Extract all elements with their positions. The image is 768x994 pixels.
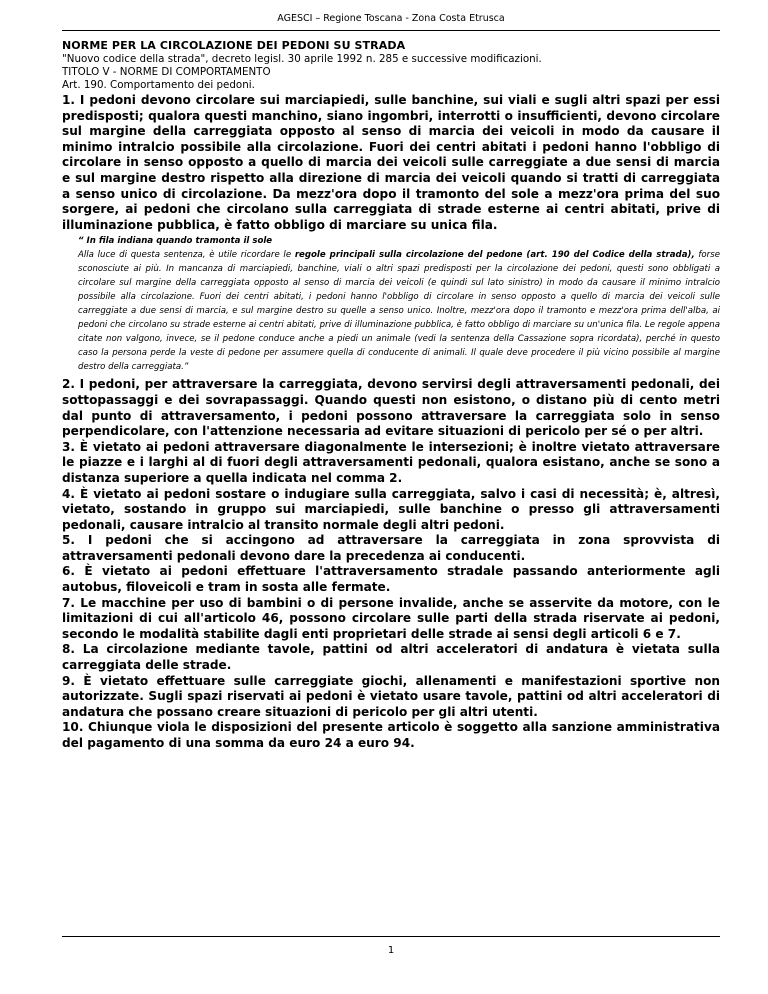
document-title: NORME PER LA CIRCOLAZIONE DEI PEDONI SU STRADA [62,39,406,52]
article-heading: Art. 190. Comportamento dei pedoni. [62,79,255,91]
paragraph-5: 5. I pedoni che si accingono ad attraversare la carreggiata in zona sprovvista di attraversamenti pedonali devono dare la precedenza ai conducenti. [62,533,720,563]
paragraph-8: 8. La circolazione mediante tavole, pattini od altri acceleratori di andatura è vietata sulla carreggiata delle strade. [62,642,720,673]
commentary-title: “ In fila indiana quando tramonta il sole [78,236,273,247]
paragraph-9: 9. È vietato effettuare sulle carreggiate giochi, allenamenti e manifestazioni sportive non autorizzate. Sugli spazi riservati ai pedoni è vietato usare tavole, pattini od altri acceleratori di andatura che possano creare situazioni di pericolo per gli altri utenti. [62,673,720,719]
running-header: AGESCI – Regione Toscana - Zona Costa Etrusca [277,13,505,24]
paragraph-3: 3. È vietato ai pedoni attraversare diagonalmente le intersezioni; è inoltre vietato attraversare le piazze e i larghi al di fuori degli attraversamenti pedonali, qualora esistano, anche se sono a distanza superiore a quella indicata nel comma 2. [62,439,720,485]
paragraph-2: 2. I pedoni, per attraversare la carreggiata, devono servirsi degli attraversamenti pedonali, dei sottopassaggi e dei sovrapassaggi. Quando questi non esistono, o distano più di cento metri dal punto di attraversamento, i pedoni possono attraversare la carreggiata solo in senso perpendicolare, con l'attenzione necessaria ad evitare situazioni di pericolo per sé o per altri. [62,377,720,439]
paragraph-7: 7. Le macchine per uso di bambini o di persone invalide, anche se asservite da motore, con le limitazioni di cui all'articolo 46, possono circolare sulle parti della strada riservate ai pedoni, secondo le modalità stabilite dagli enti proprietari delle strade ai sensi degli articoli 6 e 7. [62,595,720,641]
page-number: 1 [387,945,395,956]
commentary-highlight: regole principali sulla circolazione del pedone (art. 190 del Codice della strada), [294,250,695,261]
paragraph-10: 10. Chiunque viola le disposizioni del presente articolo è soggetto alla sanzione amministrativa del pagamento di una somma da euro 24 a euro 94. [62,720,720,750]
paragraph-4: 4. È vietato ai pedoni sostare o indugiare sulla carreggiata, salvo i casi di necessità; è, altresì, vietato, sostando in gruppo sui marciapiedi, sulle banchine o presso gli attraversamenti pedonali, causare intralcio al transito normale degli altri pedoni. [62,486,720,532]
paragraph-1: 1. I pedoni devono circolare sui marciapiedi, sulle banchine, sui viali e sugli altri spazi per essi predisposti; qualora questi manchino, siano ingombri, interrotti o insufficienti, devono circolare sul margine della carreggiata opposto al senso di marcia dei veicoli in modo da causare il minimo intralcio possibile alla circolazione. Fuori dei centri abitati i pedoni hanno l'obbligo di circolare in senso opposto a quello di marcia dei veicoli sulle carreggiate a due sensi di marcia e sul margine destro rispetto alla direzione di marcia dei veicoli quando si tratti di carreggiata a senso unico di circolazione. Da mezz'ora dopo il tramonto del sole a mezz'ora prima del suo sorgere, ai pedoni che circolano sulla carreggiata di strade esterne ai centri abitati, prive di illuminazione pubblica, è fatto obbligo di marciare su unica fila. [62,93,720,232]
document-page [62,0,720,994]
commentary-body: forse sconosciute ai più. In mancanza di marciapiedi, banchine, viali o altri spazi predisposti per la circolazione dei pedoni, questi sono obbligati a circolare sul margine della carreggiata opposto al senso di marcia dei veicoli (e quindi sul lato sinistro) in modo da causare il minimo intralcio possibile alla circolazione. Fuori dei centri abitati, i pedoni hanno l'obbligo di circolare in senso opposto a quello di marcia dei veicoli sulle carreggiate a due sensi di marcia, e sul margine destro su quelle a senso unico. Inoltre, mezz'ora dopo il tramonto e mezz'ora prima dell'alba, ai pedoni che circolano su strade esterne ai centri abitati, prive di illuminazione pubblica, è fatto obbligo di marciare su un'unica fila. Le regole appena citate non valgono, invece, se il pedone conduce anche a piedi un animale (vedi la sentenza della Cassazione sopra ricordata), perché in questo caso la persona perde la veste di pedone per assumere quella di conducente di animali. Il quale deve procedere il più vicino possibile al margine destro della carreggiata.” [78,250,720,373]
paragraph-6: 6. È vietato ai pedoni effettuare l'attraversamento stradale passando anteriormente agli autobus, filoveicoli e tram in sosta alle fermate. [62,564,720,595]
document-source: "Nuovo codice della strada", decreto legisl. 30 aprile 1992 n. 285 e successive modificazioni. [62,53,542,65]
document-body [62,39,720,752]
commentary-intro: Alla luce di questa sentenza, è utile ricordare le [78,250,295,261]
footer-divider [62,936,720,937]
section-heading: TITOLO V - NORME DI COMPORTAMENTO [62,66,271,78]
commentary-block [78,235,720,374]
header-divider [62,30,720,31]
